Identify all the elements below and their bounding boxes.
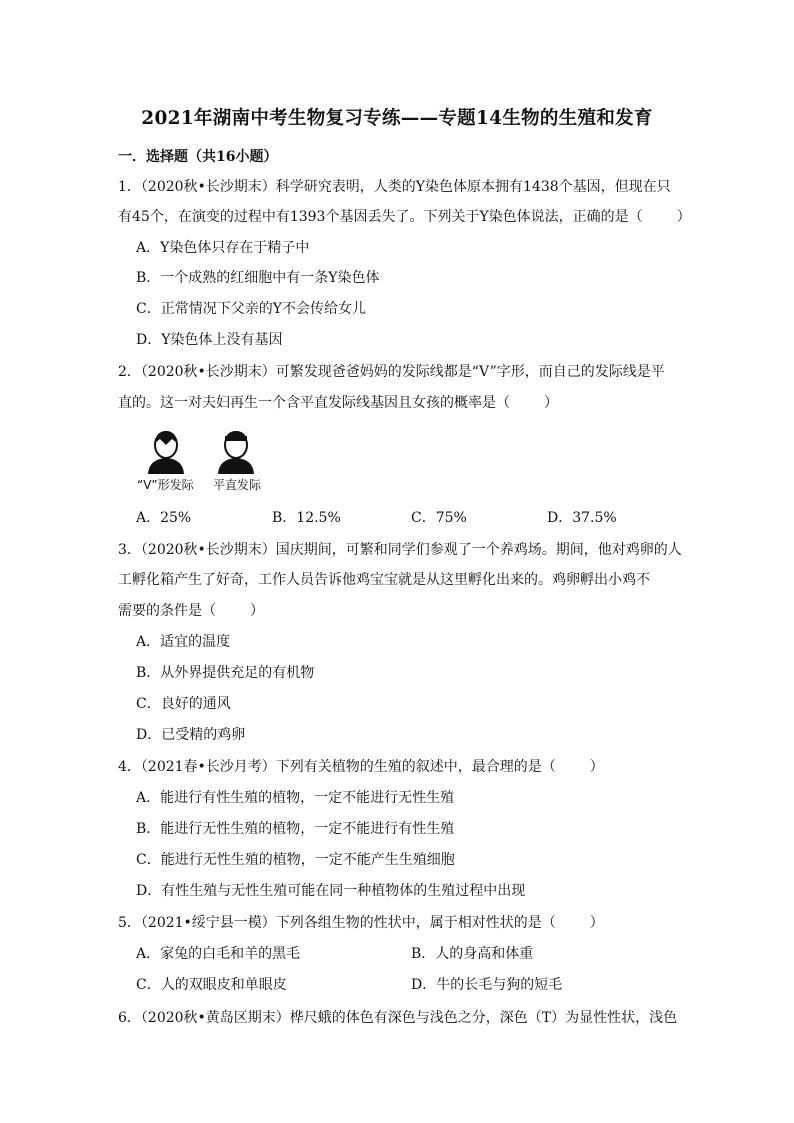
- question-1-option-c: C．正常情况下父亲的Y不会传给女儿: [136, 301, 366, 317]
- question-2-stem: 直的。这一对夫妇再生一个含平直发际线基因且女孩的概率是（: [118, 395, 510, 411]
- question-5-option-d: D．牛的长毛与狗的短毛: [411, 977, 563, 993]
- question-5-option-b: B．人的身高和体重: [411, 946, 534, 962]
- two-person-icons: [136, 428, 276, 476]
- question-1-option-b: B．一个成熟的红细胞中有一条Y染色体: [136, 270, 380, 286]
- question-4-option-c: C．能进行无性生殖的植物，一定不能产生生殖细胞: [136, 852, 455, 868]
- question-2-line-1: 2．（2020秋•长沙期末）可繁发现爸爸妈妈的发际线都是“V”字形，而自己的发际线是平: [118, 364, 665, 380]
- question-3-line-3: [118, 601, 678, 621]
- question-3-option-d: D．已受精的鸡卵: [136, 727, 246, 743]
- question-3-line-2: 工孵化箱产生了好奇，工作人员告诉他鸡宝宝就是从这里孵化出来的。鸡卵孵出小鸡不: [118, 572, 650, 588]
- question-4-paren: ）: [589, 759, 604, 775]
- v-hairline-person-icon: [148, 431, 184, 474]
- question-1-option-d: D．Y染色体上没有基因: [136, 332, 283, 348]
- question-2-option-b: B．12.5%: [272, 510, 341, 526]
- question-4-option-a: A．能进行有性生殖的植物，一定不能进行无性生殖: [136, 790, 455, 806]
- question-1-stem: 有45个，在演变的过程中有1393个基因丢失了。下列关于Y染色体说法，正确的是（: [118, 209, 643, 225]
- question-5-paren: ）: [589, 915, 604, 931]
- question-1-line-2: [118, 207, 691, 227]
- question-2-option-a: A．25%: [136, 510, 192, 526]
- question-1-paren: ）: [676, 209, 691, 225]
- question-1-option-a: A．Y染色体只存在于精子中: [136, 240, 310, 256]
- question-6-line-1: 6．（2020秋•黄岛区期末）桦尺蛾的体色有深色与浅色之分，深色（T）为显性性状，浅色: [118, 1010, 678, 1026]
- question-5-option-a: A．家兔的白毛和羊的黑毛: [136, 946, 301, 962]
- question-3-stem: 需要的条件是（: [118, 603, 216, 619]
- question-4-option-d: D．有性生殖与无性生殖可能在同一种植物体的生殖过程中出现: [136, 883, 526, 899]
- question-3-option-a: A．适宜的温度: [136, 634, 231, 650]
- question-4-option-b: B．能进行无性生殖的植物，一定不能进行有性生殖: [136, 821, 455, 837]
- question-5-line-1: [118, 913, 678, 933]
- question-3-line-1: 3．（2020秋•长沙期末）国庆期间，可繁和同学们参观了一个养鸡场。期间，他对鸡卵的人: [118, 542, 682, 558]
- straight-hairline-person-icon: [218, 431, 254, 474]
- caption-straight-hairline: 平直发际: [213, 478, 262, 492]
- caption-v-hairline: “V”形发际: [137, 478, 194, 492]
- question-2-line-2: [118, 393, 678, 413]
- question-2-paren: ）: [544, 395, 558, 411]
- question-2-option-c: C．75%: [411, 510, 467, 526]
- question-3-option-b: B．从外界提供充足的有机物: [136, 665, 315, 681]
- question-2-option-d: D．37.5%: [547, 510, 617, 526]
- question-5-option-c: C．人的双眼皮和单眼皮: [136, 977, 287, 993]
- page-title: 2021年湖南中考生物复习专练——专题14生物的生殖和发育: [141, 108, 653, 129]
- question-1-line-1: 1．（2020秋•长沙期末）科学研究表明，人类的Y染色体原本拥有1438个基因，但现在只: [118, 179, 671, 195]
- question-4-stem: 4．（2021春•长沙月考）下列有关植物的生殖的叙述中，最合理的是（: [118, 759, 556, 775]
- question-3-option-c: C．良好的通风: [136, 696, 231, 712]
- question-3-paren: ）: [250, 603, 264, 619]
- question-4-line-1: [118, 757, 678, 777]
- question-5-stem: 5．（2021•绥宁县一模）下列各组生物的性状中，属于相对性状的是（: [118, 915, 556, 931]
- section-heading: 一．选择题（共16小题）: [118, 149, 278, 165]
